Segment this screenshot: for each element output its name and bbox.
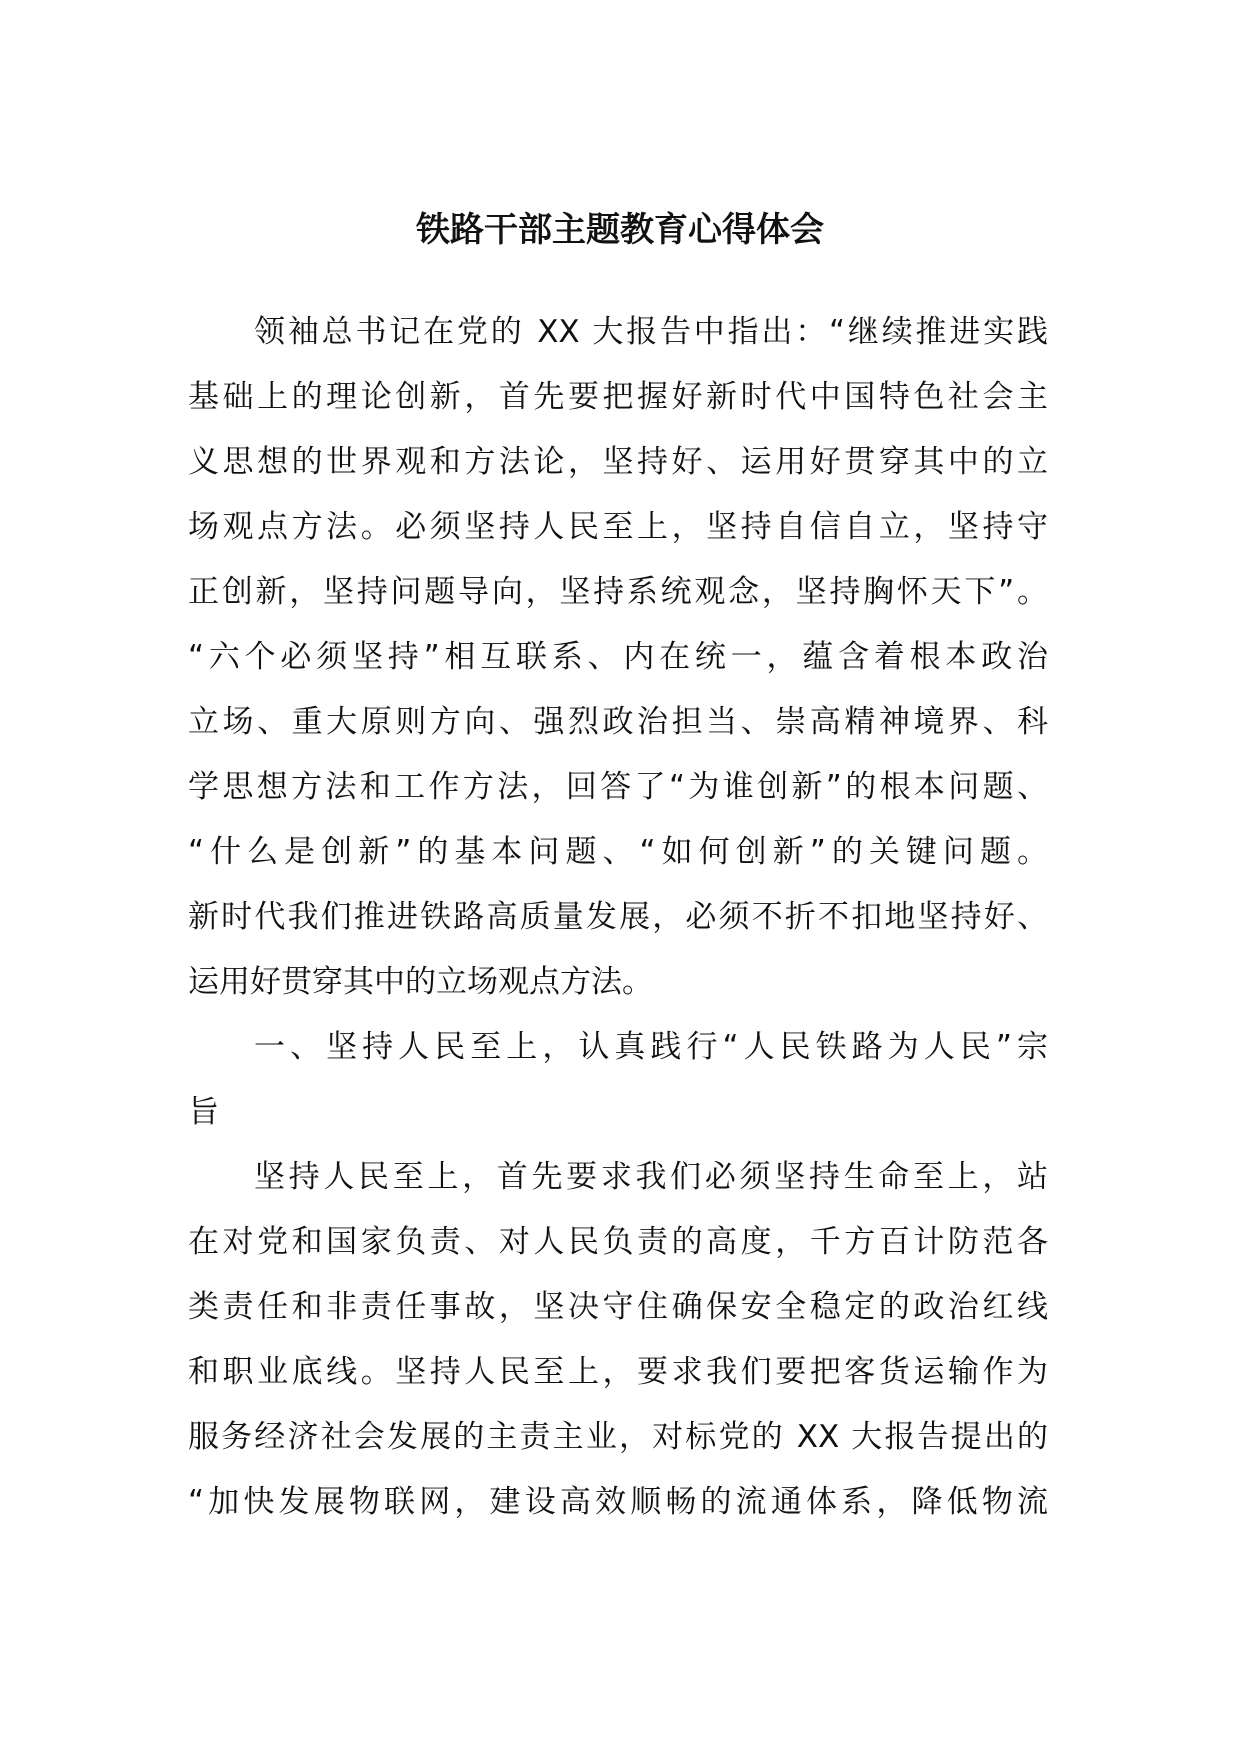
- text-line: 立场、重大原则方向、强烈政治担当、崇高精神境界、科: [188, 704, 1048, 740]
- text-line: 坚持人民至上，首先要求我们必须坚持生命至上，站: [254, 1159, 1048, 1195]
- text-line: 基础上的理论创新，首先要把握好新时代中国特色社会主: [188, 379, 1048, 415]
- text-line: 义思想的世界观和方法论，坚持好、运用好贯穿其中的立: [188, 444, 1048, 480]
- text-line: 新时代我们推进铁路高质量发展，必须不折不扣地坚持好、: [188, 899, 1048, 935]
- text-line: 场观点方法。必须坚持人民至上，坚持自信自立，坚持守: [188, 509, 1048, 545]
- document-body: [188, 300, 1048, 1535]
- text-line: 学思想方法和工作方法，回答了“为谁创新”的根本问题、: [188, 769, 1048, 805]
- text-line: 服务经济社会发展的主责主业，对标党的 XX 大报告提出的: [188, 1419, 1048, 1455]
- text-line: 旨: [188, 1094, 219, 1130]
- text-line: “什么是创新”的基本问题、“如何创新”的关键问题。: [188, 834, 1048, 870]
- text-line: 在对党和国家负责、对人民负责的高度，千方百计防范各: [188, 1224, 1048, 1260]
- text-line: “六个必须坚持”相互联系、内在统一，蕴含着根本政治: [188, 639, 1048, 675]
- text-line: 领袖总书记在党的 XX 大报告中指出：“继续推进实践: [254, 314, 1048, 350]
- text-line: “加快发展物联网，建设高效顺畅的流通体系，降低物流: [188, 1484, 1048, 1520]
- document-title: 铁路干部主题教育心得体会: [416, 210, 824, 250]
- text-line: 运用好贯穿其中的立场观点方法。: [188, 964, 653, 1000]
- text-line: 一、坚持人民至上，认真践行“人民铁路为人民”宗: [254, 1029, 1048, 1065]
- text-line: 类责任和非责任事故，坚决守住确保安全稳定的政治红线: [188, 1289, 1048, 1325]
- text-line: 正创新，坚持问题导向，坚持系统观念，坚持胸怀天下”。: [188, 574, 1048, 610]
- text-line: 和职业底线。坚持人民至上，要求我们要把客货运输作为: [188, 1354, 1048, 1390]
